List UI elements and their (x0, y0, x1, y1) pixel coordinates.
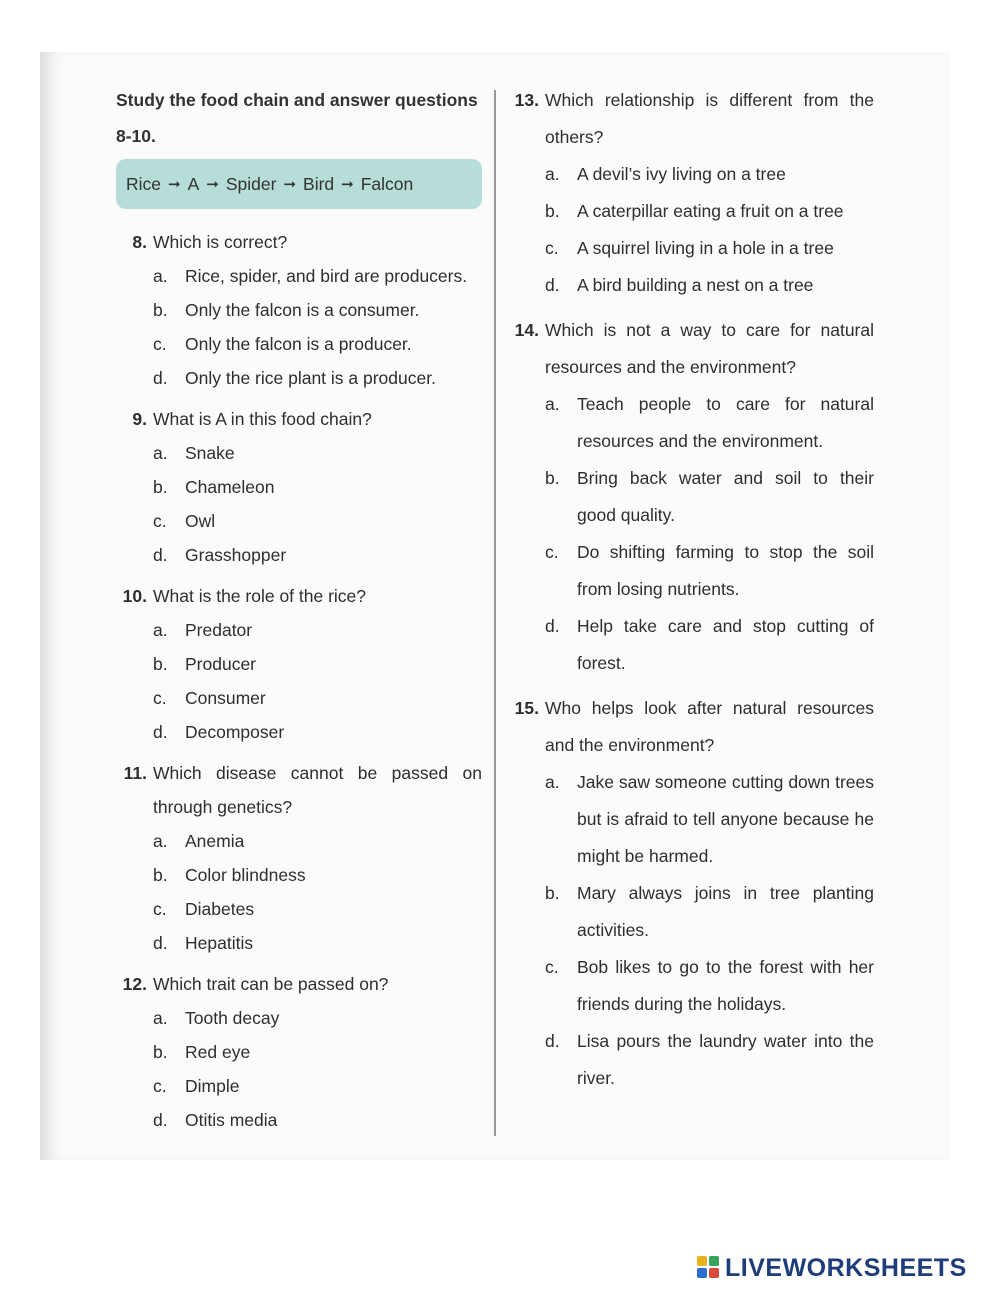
logo-icon (697, 1256, 721, 1280)
option-letter: c. (153, 334, 167, 354)
option-text: Mary always joins in tree planting activities. (577, 883, 874, 940)
logo-square (697, 1256, 707, 1266)
option-letter: a. (153, 1008, 168, 1028)
option-letter: d. (153, 933, 168, 953)
option-text: Bob likes to go to the forest with her friends during the holidays. (577, 957, 874, 1014)
option-letter: c. (545, 542, 559, 562)
option-text: Rice, spider, and bird are producers. (185, 266, 468, 286)
option-text: Dimple (185, 1076, 240, 1096)
question-14 (508, 312, 874, 682)
option-letter: b. (153, 477, 168, 497)
option-letter: a. (545, 772, 560, 792)
answer-option (508, 875, 874, 949)
option-letter: c. (545, 238, 559, 258)
answer-option (116, 470, 482, 504)
option-letter: d. (153, 1110, 168, 1130)
option-text: Color blindness (185, 865, 306, 885)
question-prompt: What is A in this food chain? (153, 409, 372, 429)
question-prompt: Which trait can be passed on? (153, 974, 389, 994)
option-letter: c. (153, 688, 167, 708)
answer-option (116, 361, 482, 395)
option-letter: a. (153, 620, 168, 640)
option-letter: a. (153, 443, 168, 463)
option-text: Owl (185, 511, 216, 531)
question-8 (116, 225, 482, 395)
answer-option (116, 538, 482, 572)
arrow-icon: ➞ (283, 176, 297, 193)
intro-line-2: 8-10. (116, 126, 156, 146)
option-text: Teach people to care for natural resources and the environment. (577, 394, 874, 451)
left-question-list (116, 225, 482, 1137)
question-10 (116, 579, 482, 749)
answer-option (116, 647, 482, 681)
option-letter: b. (153, 865, 168, 885)
option-text: A squirrel living in a hole in a tree (577, 238, 834, 258)
question-text (116, 756, 482, 824)
question-number: 13. (514, 90, 539, 110)
answer-option (508, 608, 874, 682)
arrow-icon: ➞ (341, 176, 354, 193)
question-12 (116, 967, 482, 1137)
answer-option (508, 1023, 874, 1097)
answer-option (508, 230, 874, 267)
question-text (116, 579, 482, 613)
question-prompt: Who helps look after natural resources and the environment? (545, 698, 874, 755)
option-letter: c. (153, 899, 167, 919)
question-number: 8. (132, 232, 147, 252)
question-text (116, 967, 482, 1001)
logo-square (709, 1268, 719, 1278)
question-text (508, 690, 874, 764)
question-prompt: Which relationship is different from the others? (545, 90, 874, 147)
food-chain-box (116, 159, 482, 209)
answer-option (508, 267, 874, 304)
answer-option (116, 715, 482, 749)
answer-option (508, 534, 874, 608)
option-letter: b. (545, 201, 560, 221)
question-number: 9. (132, 409, 147, 429)
answer-option (116, 1069, 482, 1103)
answer-option (116, 259, 482, 293)
option-letter: d. (545, 1031, 560, 1051)
option-text: Consumer (185, 688, 266, 708)
right-column (508, 82, 874, 1097)
option-letter: b. (153, 654, 168, 674)
answer-option (508, 764, 874, 875)
option-letter: d. (153, 722, 168, 742)
logo-text: LIVEWORKSHEETS (725, 1253, 967, 1282)
answer-option (116, 327, 482, 361)
answer-option (116, 613, 482, 647)
arrow-icon: ➞ (206, 176, 219, 193)
answer-option (116, 681, 482, 715)
option-letter: c. (545, 957, 559, 977)
option-text: Tooth decay (185, 1008, 280, 1028)
option-text: Only the rice plant is a producer. (185, 368, 436, 388)
answer-option (116, 892, 482, 926)
question-prompt: Which is correct? (153, 232, 288, 252)
option-letter: a. (545, 164, 560, 184)
question-number: 14. (514, 320, 539, 340)
question-number: 12. (122, 974, 147, 994)
logo-square (697, 1268, 707, 1278)
option-text: Chameleon (185, 477, 275, 497)
question-text (508, 312, 874, 386)
question-number: 15. (514, 698, 539, 718)
option-letter: c. (153, 1076, 167, 1096)
question-13 (508, 82, 874, 304)
option-text: Grasshopper (185, 545, 287, 565)
option-letter: b. (545, 883, 560, 903)
chain-item-rice: Rice (126, 173, 162, 194)
option-letter: a. (153, 266, 168, 286)
answer-option (116, 858, 482, 892)
option-text: Lisa pours the laundry water into the river. (577, 1031, 874, 1088)
arrow-icon: ➞ (168, 176, 181, 193)
option-text: Anemia (185, 831, 245, 851)
option-text: Help take care and stop cutting of forest. (577, 616, 874, 673)
option-letter: d. (545, 616, 560, 636)
option-text: Hepatitis (185, 933, 254, 953)
answer-option (116, 504, 482, 538)
answer-option (116, 1035, 482, 1069)
option-letter: b. (153, 1042, 168, 1062)
option-text: Do shifting farming to stop the soil from losing nutrients. (577, 542, 874, 599)
question-prompt: Which disease cannot be passed on through genetics? (153, 763, 482, 817)
question-prompt: What is the role of the rice? (153, 586, 367, 606)
option-text: Jake saw someone cutting down trees but is afraid to tell anyone because he might be harmed. (577, 772, 874, 866)
option-letter: d. (545, 275, 560, 295)
question-9 (116, 402, 482, 572)
question-text (116, 225, 482, 259)
answer-option (508, 156, 874, 193)
option-text: A caterpillar eating a fruit on a tree (577, 201, 844, 221)
option-letter: a. (545, 394, 560, 414)
option-text: Only the falcon is a producer. (185, 334, 412, 354)
option-letter: d. (153, 545, 168, 565)
question-number: 11. (123, 763, 147, 783)
question-11 (116, 756, 482, 960)
answer-option (116, 926, 482, 960)
option-text: Decomposer (185, 722, 285, 742)
option-text: Producer (185, 654, 257, 674)
option-text: Red eye (185, 1042, 251, 1062)
option-text: Only the falcon is a consumer. (185, 300, 420, 320)
logo-square (709, 1256, 719, 1266)
option-text: Diabetes (185, 899, 255, 919)
question-15 (508, 690, 874, 1097)
left-column (116, 82, 482, 1137)
option-letter: a. (153, 831, 168, 851)
answer-option (508, 386, 874, 460)
chain-item-falcon: Falcon (360, 173, 414, 194)
option-letter: b. (545, 468, 560, 488)
answer-option (116, 1001, 482, 1035)
chain-item-spider: Spider (225, 173, 277, 194)
option-text: Bring back water and soil to their good quality. (577, 468, 874, 525)
question-prompt: Which is not a way to care for natural resources and the environment? (545, 320, 874, 377)
option-text: A bird building a nest on a tree (577, 275, 814, 295)
question-number: 10. (122, 586, 147, 606)
intro-line-1: Study the food chain and answer questions (116, 90, 478, 110)
answer-option (116, 293, 482, 327)
answer-option (508, 460, 874, 534)
answer-option (508, 949, 874, 1023)
right-question-list (508, 82, 874, 1097)
chain-item-bird: Bird (303, 173, 335, 194)
option-text: Predator (185, 620, 253, 640)
liveworksheets-logo (697, 1253, 967, 1283)
option-text: Otitis media (185, 1110, 278, 1130)
option-text: A devil’s ivy living on a tree (577, 164, 786, 184)
answer-option (116, 436, 482, 470)
option-text: Snake (185, 443, 235, 463)
column-divider (494, 90, 496, 1136)
chain-item-a: A (187, 173, 200, 194)
option-letter: c. (153, 511, 167, 531)
answer-option (508, 193, 874, 230)
option-letter: d. (153, 368, 168, 388)
answer-option (116, 824, 482, 858)
answer-option (116, 1103, 482, 1137)
option-letter: b. (153, 300, 168, 320)
question-text (116, 402, 482, 436)
question-text (508, 82, 874, 156)
